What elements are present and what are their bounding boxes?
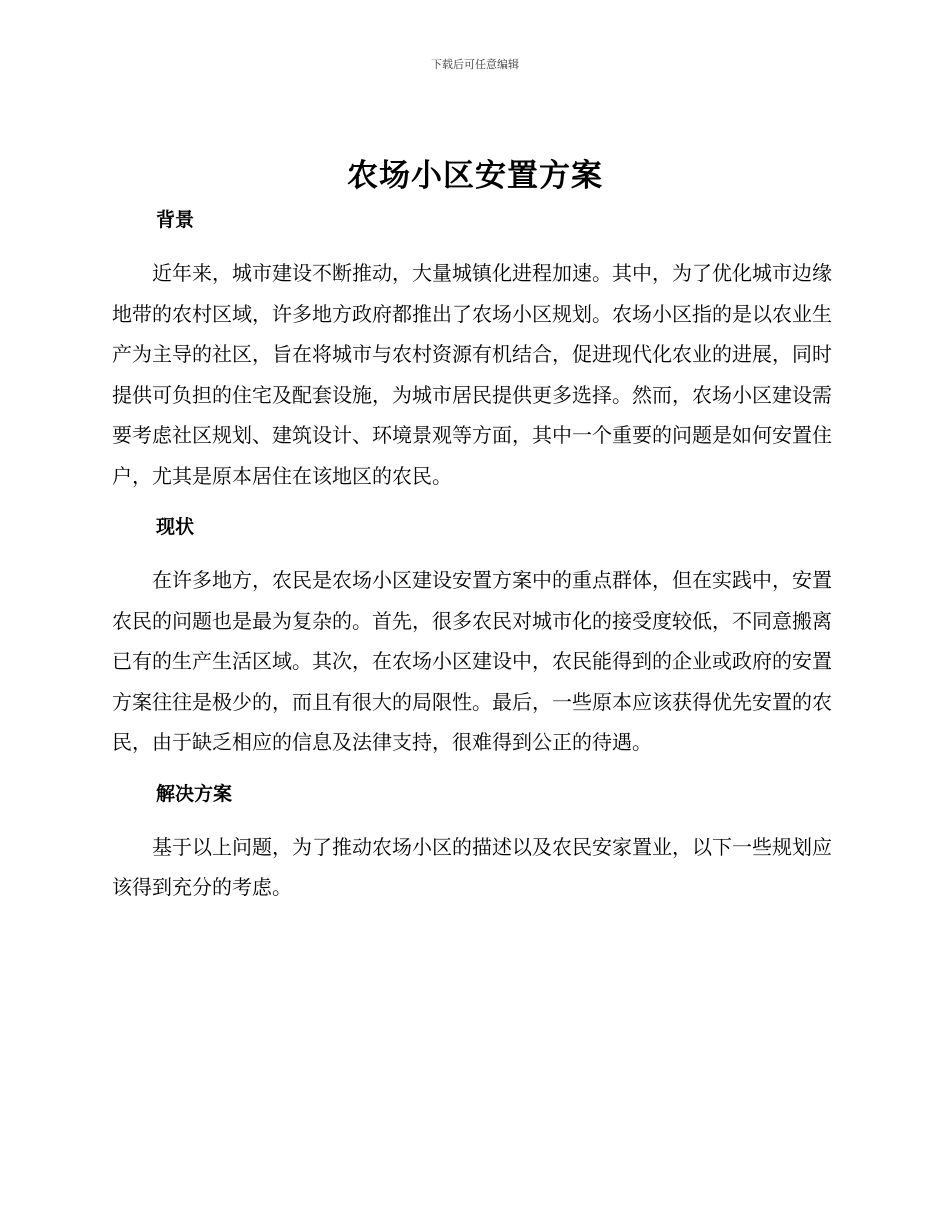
document-title: 农场小区安置方案 <box>347 158 603 194</box>
section-heading: 解决方案 <box>156 782 233 805</box>
section-paragraph: 基于以上问题，为了推动农场小区的描述以及农民安家置业，以下一些规划应该得到充分的考虑。 <box>112 834 832 899</box>
section-heading: 现状 <box>156 516 195 538</box>
section-background <box>112 202 832 496</box>
section-heading: 背景 <box>156 209 195 231</box>
section-solution <box>112 776 832 908</box>
section-paragraph: 在许多地方，农民是农场小区建设安置方案中的重点群体，但在实践中，安置农民的问题也是最为复杂的。首先，很多农民对城市化的接受度较低，不同意搬离已有的生产生活区域。其次，在农场小区建设中，农民能得到的企业或政府的安置方案往往是极少的，而且有很大的局限性。最后，一些原本应该获得优先安置的农民，由于缺乏相应的信息及法律支持，很难得到公正的待遇。 <box>112 568 832 754</box>
section-paragraph: 近年来，城市建设不断推动，大量城镇化进程加速。其中，为了优化城市边缘地带的农村区域，许多地方政府都推出了农场小区规划。农场小区指的是以农业生产为主导的社区，旨在将城市与农村资源有机结合，促进现代化农业的进展，同时提供可负担的住宅及配套设施，为城市居民提供更多选择。然而，农场小区建设需要考虑社区规划、建筑设计、环境景观等方面，其中一个重要的问题是如何安置住户，尤其是原本居住在该地区的农民。 <box>112 261 832 488</box>
header-note: 下载后可任意编辑 <box>431 58 519 71</box>
document-body <box>112 202 832 908</box>
section-status <box>112 509 832 763</box>
